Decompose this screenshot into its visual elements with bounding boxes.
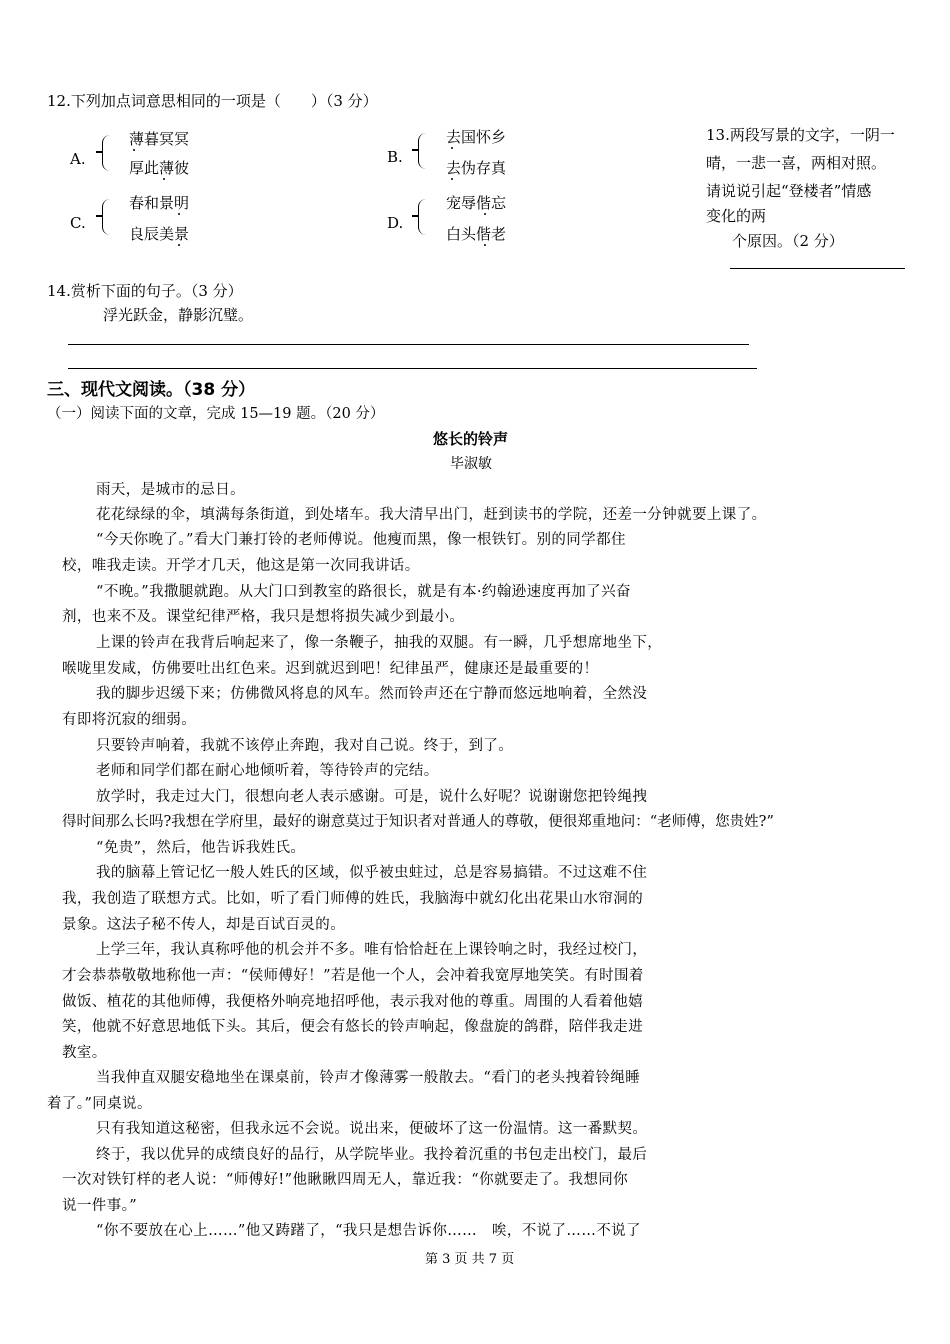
article-title: 悠长的铃声 xyxy=(433,430,509,448)
option-b-letter: B. xyxy=(387,148,403,166)
q13-line5: 个原因。（2 分） xyxy=(732,232,844,250)
article-author: 毕淑敏 xyxy=(450,456,492,472)
q14-stem: 14.赏析下面的句子。（3 分） xyxy=(47,282,243,300)
emphasis-dot xyxy=(178,213,180,215)
article-line: “免贵”，然后，他告诉我姓氏。 xyxy=(96,840,306,856)
section-subheading: （一）阅读下面的文章，完成 15—19 题。（20 分） xyxy=(47,406,385,422)
q14-answer-line-1[interactable] xyxy=(68,344,749,345)
option-a-line1: 薄暮冥冥 xyxy=(129,130,190,148)
q12-stem: 12.下列加点词意思相同的一项是（ ）（3 分） xyxy=(47,92,378,110)
article-line: 得时间那么长吗?我想在学府里，最好的谢意莫过于知识者对普通人的尊敬，便很郑重地问：“老师傅，您贵姓?” xyxy=(62,814,774,830)
emphasis-dot xyxy=(133,149,135,151)
article-line: 老师和同学们都在耐心地倾听着，等待铃声的完结。 xyxy=(96,763,439,779)
emphasis-dot xyxy=(451,147,453,149)
q14-sentence: 浮光跃金，静影沉璧。 xyxy=(103,306,254,324)
article-line: 花花绿绿的伞，填满每条街道，到处堵车。我大清早出门，赶到读书的学院，还差一分钟就要上课了。 xyxy=(96,507,767,523)
article-line: 才会恭恭敬敬地称他一声：“侯师傅好！”若是他一个人，会冲着我宽厚地笑笑。有时围着 xyxy=(62,968,644,984)
article-line: 着了。”同桌说。 xyxy=(47,1096,152,1112)
article-line: “你不要放在心上……”他又踌躇了，“我只是想告诉你…… 唉，不说了……不说了 xyxy=(96,1223,641,1239)
emphasis-dot xyxy=(484,244,486,246)
article-line: 上学三年，我认真称呼他的机会并不多。唯有恰恰赶在上课铃响之时，我经过校门， xyxy=(96,942,648,958)
emphasis-dot xyxy=(178,244,180,246)
article-line: 当我伸直双腿安稳地坐在课桌前，铃声才像薄雾一般散去。“看门的老头拽着铃绳睡 xyxy=(96,1070,641,1086)
article-line: 只要铃声响着，我就不该停止奔跑，我对自己说。终于，到了。 xyxy=(96,738,514,754)
article-line: 做饭、植花的其他师傅，我便格外响亮地招呼他，表示我对他的尊重。周围的人看着他嬉 xyxy=(62,994,644,1010)
option-d-letter: D. xyxy=(387,214,404,232)
article-line: 有即将沉寂的细弱。 xyxy=(62,712,197,728)
q13-answer-line[interactable] xyxy=(730,268,905,269)
option-b-brace xyxy=(418,133,429,169)
article-line: 笑，他就不好意思地低下头。其后，便会有悠长的铃声响起，像盘旋的鸽群，陪伴我走进 xyxy=(62,1019,644,1035)
article-line: “今天你晚了。”看大门兼打铃的老师傅说。他瘦而黑，像一根铁钉。别的同学都住 xyxy=(96,532,626,548)
article-line: 只有我知道这秘密，但我永远不会说。说出来，便破坏了这一份温情。这一番默契。 xyxy=(96,1121,648,1137)
q14-answer-line-2[interactable] xyxy=(68,368,757,369)
option-d-brace xyxy=(418,199,429,235)
option-a-brace xyxy=(102,135,113,171)
article-line: 我的脑幕上管记忆一般人姓氏的区域，似乎被虫蛀过，总是容易搞错。不过这难不住 xyxy=(96,865,648,881)
q13-line3: 请说说引起“登楼者”情感 xyxy=(706,182,872,200)
option-c-brace xyxy=(102,199,113,235)
option-b-line1: 去国怀乡 xyxy=(446,128,507,146)
article-line: 我，我创造了联想方式。比如，听了看门师傅的姓氏，我脑海中就幻化出花果山水帘洞的 xyxy=(62,891,644,907)
article-line: “不晚。”我撒腿就跑。从大门口到教室的路很长，就是有本·约翰逊速度再加了兴奋 xyxy=(96,584,631,600)
option-a-line2: 厚此薄彼 xyxy=(129,159,190,177)
article-line: 放学时，我走过大门，很想向老人表示感谢。可是，说什么好呢？说谢谢您把铃绳拽 xyxy=(96,789,648,805)
emphasis-dot xyxy=(484,213,486,215)
emphasis-dot xyxy=(163,178,165,180)
option-b-line2: 去伪存真 xyxy=(446,159,507,177)
article-line: 上课的铃声在我背后响起来了，像一条鞭子，抽我的双腿。有一瞬，几乎想席地坐下， xyxy=(96,635,663,651)
q13-line1: 13.两段写景的文字，一阴一 xyxy=(706,126,895,144)
article-line: 终于，我以优异的成绩良好的品行，从学院毕业。我拎着沉重的书包走出校门，最后 xyxy=(96,1147,648,1163)
article-line: 教室。 xyxy=(62,1045,107,1061)
article-line: 雨天，是城市的忌日。 xyxy=(96,482,245,498)
option-c-line2: 良辰美景 xyxy=(129,225,190,243)
article-line: 说一件事。” xyxy=(62,1198,138,1214)
q13-line4: 变化的两 xyxy=(706,207,767,225)
option-d-line2: 白头偕老 xyxy=(446,225,507,243)
q13-line2: 晴，一悲一喜，两相对照。 xyxy=(706,154,887,172)
article-line: 景象。这法子秘不传人，却是百试百灵的。 xyxy=(62,917,346,933)
article-line: 剂，也来不及。课堂纪律严格，我只是想将损失减少到最小。 xyxy=(62,609,465,625)
article-line: 一次对铁钉样的老人说：“师傅好!”他瞅瞅四周无人，靠近我：“你就要走了。我想同你 xyxy=(62,1172,629,1188)
option-c-line1: 春和景明 xyxy=(129,194,190,212)
option-d-line1: 宠辱偕忘 xyxy=(446,194,507,212)
emphasis-dot xyxy=(451,178,453,180)
option-c-letter: C. xyxy=(70,214,86,232)
page-footer: 第 3 页 共 7 页 xyxy=(425,1252,515,1267)
option-a-letter: A. xyxy=(70,150,86,168)
article-line: 校，唯我走读。开学才几天，他这是第一次同我讲话。 xyxy=(62,558,420,574)
section-heading: 三、现代文阅读。（38 分） xyxy=(47,380,256,400)
article-line: 我的脚步迟缓下来；仿佛微风将息的风车。然而铃声还在宁静而悠远地响着，全然没 xyxy=(96,686,648,702)
article-line: 喉咙里发咸，仿佛要吐出红色来。迟到就迟到吧！纪律虽严，健康还是最重要的！ xyxy=(62,661,599,677)
